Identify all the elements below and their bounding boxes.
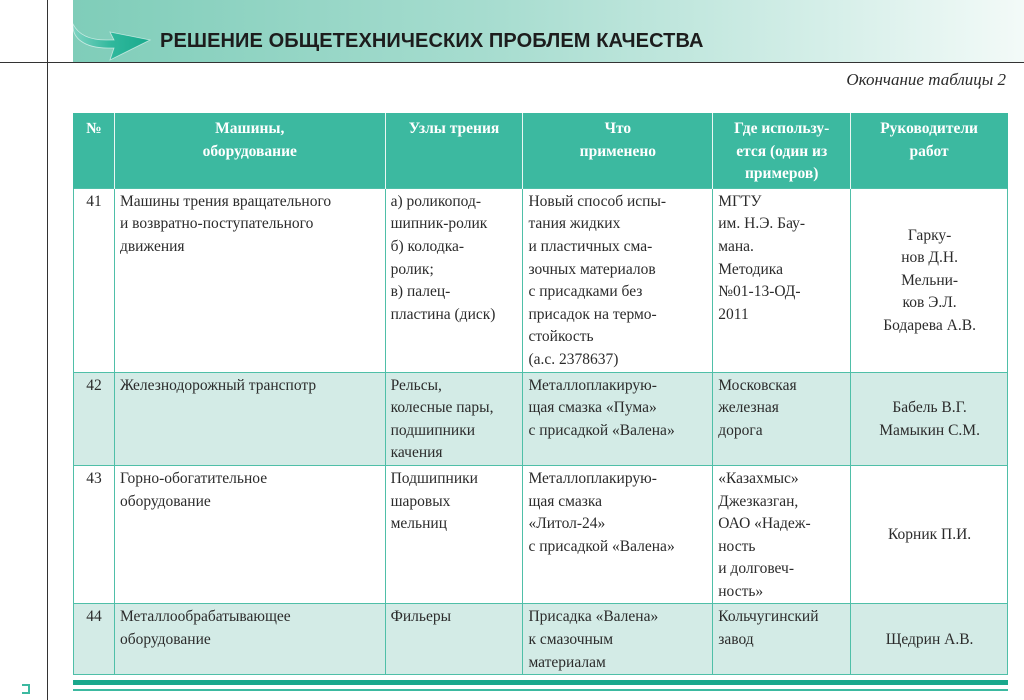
cell-friction-units: Фильеры — [385, 604, 523, 675]
row-number: 43 — [74, 465, 115, 604]
column-header-machines: Машины, оборудование — [114, 113, 385, 188]
table-row — [74, 604, 1008, 675]
row-number: 44 — [74, 604, 115, 675]
table-caption: Окончание таблицы 2 — [846, 70, 1006, 89]
cell-machines: Горно-обогатительное оборудование — [114, 465, 385, 604]
footer-rule-thick — [73, 680, 1008, 685]
column-header-friction-units: Узлы трения — [385, 113, 523, 188]
column-header-applied: Что применено — [523, 113, 713, 188]
cell-friction-units: Подшипники шаровых мельниц — [385, 465, 523, 604]
page-corner-mark — [22, 684, 30, 694]
margin-rule — [47, 0, 48, 700]
footer-rule-thin — [73, 689, 1008, 691]
cell-applied: Металлоплакирую- щая смазка «Литол-24» с присадкой «Валена» — [523, 465, 713, 604]
table-row — [74, 188, 1008, 372]
column-header-num: № — [74, 113, 115, 188]
row-number: 42 — [74, 372, 115, 465]
curved-arrow-icon — [70, 18, 152, 64]
cell-friction-units: а) роликопод- шипник-ролик б) колодка- ролик; в) палец- пластина (диск) — [385, 188, 523, 372]
cell-machines: Машины трения вращательного и возвратно-поступательного движения — [114, 188, 385, 372]
cell-machines: Металлообрабатывающее оборудование — [114, 604, 385, 675]
cell-applied: Присадка «Валена» к смазочным материалам — [523, 604, 713, 675]
cell-friction-units: Рельсы, колесные пары, подшипники качения — [385, 372, 523, 465]
cell-leaders: Гарку- нов Д.Н. Мельни- ков Э.Л. Бодарева А.В. — [851, 188, 1008, 372]
table-header-row — [74, 113, 1008, 188]
row-number: 41 — [74, 188, 115, 372]
cell-where-used: Кольчугинский завод — [713, 604, 851, 675]
cell-machines: Железнодорожный транспотр — [114, 372, 385, 465]
cell-applied: Металлоплакирую- щая смазка «Пума» с присадкой «Валена» — [523, 372, 713, 465]
cell-where-used: «Казахмыс» Джезказган, ОАО «Надеж- ность и долговеч- ность» — [713, 465, 851, 604]
cell-leaders: Корник П.И. — [851, 465, 1008, 604]
cell-applied: Новый способ испы- тания жидких и пластичных сма- зочных материалов с присадками без присадок на термо- стойкость (а.с. 2378637) — [523, 188, 713, 372]
data-table — [73, 113, 1008, 675]
cell-leaders: Щедрин А.В. — [851, 604, 1008, 675]
header-rule — [0, 62, 1024, 63]
table-row — [74, 372, 1008, 465]
column-header-where-used: Где использу- ется (один из примеров) — [713, 113, 851, 188]
running-title: РЕШЕНИЕ ОБЩЕТЕХНИЧЕСКИХ ПРОБЛЕМ КАЧЕСТВА — [160, 30, 704, 52]
cell-where-used: Московская железная дорога — [713, 372, 851, 465]
column-header-leaders: Руководители работ — [851, 113, 1008, 188]
table-row — [74, 465, 1008, 604]
cell-where-used: МГТУ им. Н.Э. Бау- мана. Методика №01-13-ОД- 2011 — [713, 188, 851, 372]
cell-leaders: Бабель В.Г. Мамыкин С.М. — [851, 372, 1008, 465]
